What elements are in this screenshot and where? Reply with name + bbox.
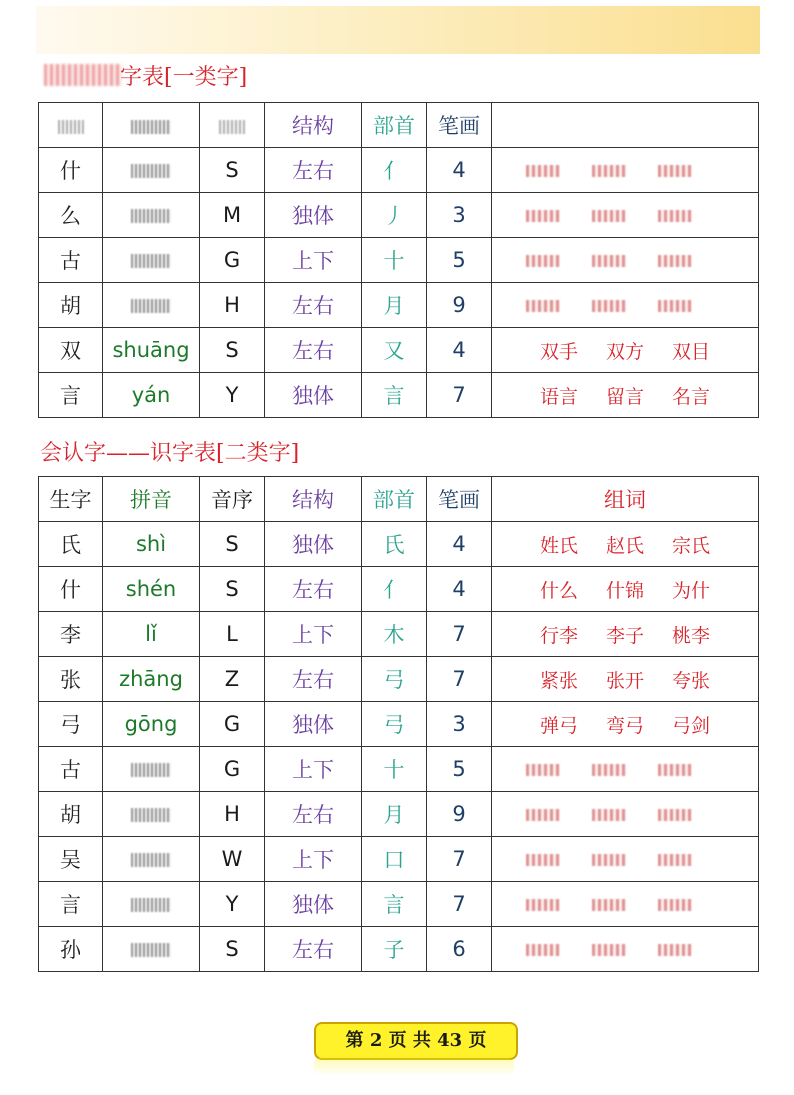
table-row bbox=[39, 927, 759, 972]
table-row bbox=[39, 792, 759, 837]
header-structure: 结构 bbox=[265, 103, 362, 148]
radical-cell: 丿 bbox=[362, 193, 427, 238]
char-cell: 张 bbox=[39, 657, 103, 702]
table-row bbox=[39, 837, 759, 882]
pinyin-cell: lǐ bbox=[103, 612, 200, 657]
blurred-word bbox=[592, 944, 626, 956]
word-item: 行李 bbox=[539, 624, 578, 647]
structure-cell: 左右 bbox=[265, 328, 362, 373]
order-cell: M bbox=[200, 193, 265, 238]
word-item: 弓剑 bbox=[671, 714, 710, 737]
pinyin-cell: gōng bbox=[103, 702, 200, 747]
blurred-word bbox=[658, 300, 692, 312]
char-cell: 李 bbox=[39, 612, 103, 657]
strokes-cell: 6 bbox=[427, 927, 492, 972]
word-item: 名言 bbox=[671, 385, 710, 408]
order-cell: S bbox=[200, 148, 265, 193]
blurred-word bbox=[526, 854, 560, 866]
structure-cell: 左右 bbox=[265, 148, 362, 193]
words-cell bbox=[492, 328, 759, 373]
table-row bbox=[39, 373, 759, 418]
strokes-cell: 5 bbox=[427, 747, 492, 792]
pinyin-cell bbox=[103, 747, 200, 792]
char-cell: 双 bbox=[39, 328, 103, 373]
strokes-cell: 7 bbox=[427, 612, 492, 657]
radical-cell: 木 bbox=[362, 612, 427, 657]
radical-cell: 亻 bbox=[362, 567, 427, 612]
word-item: 双方 bbox=[605, 340, 644, 363]
blurred-pinyin bbox=[131, 808, 171, 822]
order-cell: S bbox=[200, 927, 265, 972]
words-cell bbox=[492, 927, 759, 972]
structure-cell: 上下 bbox=[265, 747, 362, 792]
blurred-word bbox=[592, 854, 626, 866]
word-item: 留言 bbox=[605, 385, 644, 408]
header-words: 组词 bbox=[492, 477, 759, 522]
word-item: 姓氏 bbox=[539, 534, 578, 557]
blurred-pinyin bbox=[131, 943, 171, 957]
header-cell-blurred bbox=[103, 103, 200, 148]
structure-cell: 左右 bbox=[265, 283, 362, 328]
strokes-cell: 5 bbox=[427, 238, 492, 283]
words-cell bbox=[492, 283, 759, 328]
strokes-cell: 3 bbox=[427, 702, 492, 747]
blurred-pinyin bbox=[131, 763, 171, 777]
strokes-cell: 9 bbox=[427, 792, 492, 837]
word-item: 李子 bbox=[605, 624, 644, 647]
radical-cell: 亻 bbox=[362, 148, 427, 193]
header-cell-blurred bbox=[39, 103, 103, 148]
strokes-cell: 4 bbox=[427, 567, 492, 612]
strokes-cell: 4 bbox=[427, 148, 492, 193]
pinyin-cell bbox=[103, 882, 200, 927]
word-item: 赵氏 bbox=[605, 534, 644, 557]
structure-cell: 左右 bbox=[265, 657, 362, 702]
order-cell: G bbox=[200, 238, 265, 283]
character-table-1 bbox=[38, 102, 759, 418]
table-row bbox=[39, 148, 759, 193]
blurred-pinyin bbox=[131, 898, 171, 912]
char-cell: 吴 bbox=[39, 837, 103, 882]
word-item: 桃李 bbox=[671, 624, 710, 647]
table-row bbox=[39, 238, 759, 283]
pinyin-cell bbox=[103, 927, 200, 972]
strokes-cell: 4 bbox=[427, 522, 492, 567]
char-cell: 胡 bbox=[39, 283, 103, 328]
structure-cell: 独体 bbox=[265, 373, 362, 418]
blurred-word bbox=[526, 165, 560, 177]
blurred-title-prefix bbox=[44, 64, 122, 86]
blurred-word bbox=[658, 210, 692, 222]
words-cell bbox=[492, 148, 759, 193]
char-cell: 言 bbox=[39, 882, 103, 927]
header-pinyin: 拼音 bbox=[103, 477, 200, 522]
words-cell bbox=[492, 702, 759, 747]
blurred-word bbox=[592, 809, 626, 821]
word-item: 双目 bbox=[671, 340, 710, 363]
blurred-pinyin bbox=[131, 299, 171, 313]
blurred-word bbox=[592, 165, 626, 177]
table-row bbox=[39, 702, 759, 747]
order-cell: Y bbox=[200, 882, 265, 927]
order-cell: Y bbox=[200, 373, 265, 418]
char-cell: 胡 bbox=[39, 792, 103, 837]
structure-cell: 上下 bbox=[265, 612, 362, 657]
words-cell bbox=[492, 238, 759, 283]
header-strokes: 笔画 bbox=[427, 477, 492, 522]
order-cell: Z bbox=[200, 657, 265, 702]
word-item: 语言 bbox=[539, 385, 578, 408]
blurred-word bbox=[658, 854, 692, 866]
word-item: 宗氏 bbox=[671, 534, 710, 557]
word-item: 紧张 bbox=[539, 669, 578, 692]
blurred-word bbox=[592, 300, 626, 312]
blurred-word bbox=[526, 809, 560, 821]
table-row bbox=[39, 193, 759, 238]
section1-title: 字表[一类字] bbox=[120, 65, 248, 90]
blurred-pinyin bbox=[131, 853, 171, 867]
page-number-badge: 第 2 页 共 43 页 bbox=[314, 1022, 518, 1060]
radical-cell: 又 bbox=[362, 328, 427, 373]
radical-cell: 氏 bbox=[362, 522, 427, 567]
blurred-word bbox=[658, 899, 692, 911]
blurred-word bbox=[592, 255, 626, 267]
words-cell bbox=[492, 747, 759, 792]
order-cell: S bbox=[200, 567, 265, 612]
words-cell bbox=[492, 567, 759, 612]
order-cell: G bbox=[200, 702, 265, 747]
pinyin-cell: shuāng bbox=[103, 328, 200, 373]
pinyin-cell: zhāng bbox=[103, 657, 200, 702]
table-row bbox=[39, 522, 759, 567]
blurred-word bbox=[592, 899, 626, 911]
pinyin-cell bbox=[103, 238, 200, 283]
radical-cell: 言 bbox=[362, 882, 427, 927]
order-cell: H bbox=[200, 792, 265, 837]
words-cell bbox=[492, 792, 759, 837]
table-row bbox=[39, 567, 759, 612]
pinyin-cell bbox=[103, 792, 200, 837]
word-item: 弹弓 bbox=[539, 714, 578, 737]
word-item: 张开 bbox=[605, 669, 644, 692]
structure-cell: 独体 bbox=[265, 702, 362, 747]
structure-cell: 上下 bbox=[265, 238, 362, 283]
word-item: 夸张 bbox=[671, 669, 710, 692]
blurred-word bbox=[526, 210, 560, 222]
char-cell: 氏 bbox=[39, 522, 103, 567]
char-cell: 孙 bbox=[39, 927, 103, 972]
header-words-empty bbox=[492, 103, 759, 148]
pinyin-cell: yán bbox=[103, 373, 200, 418]
blurred-word bbox=[658, 944, 692, 956]
char-cell: 古 bbox=[39, 747, 103, 792]
words-cell bbox=[492, 612, 759, 657]
word-item: 双手 bbox=[539, 340, 578, 363]
table-row bbox=[39, 882, 759, 927]
blurred-word bbox=[526, 944, 560, 956]
header-radical: 部首 bbox=[362, 477, 427, 522]
header-char: 生字 bbox=[39, 477, 103, 522]
structure-cell: 独体 bbox=[265, 522, 362, 567]
words-cell bbox=[492, 193, 759, 238]
table-row bbox=[39, 328, 759, 373]
pinyin-cell bbox=[103, 837, 200, 882]
pinyin-cell bbox=[103, 283, 200, 328]
pinyin-cell: shén bbox=[103, 567, 200, 612]
char-cell: 么 bbox=[39, 193, 103, 238]
words-cell bbox=[492, 837, 759, 882]
header-banner bbox=[36, 6, 760, 54]
pinyin-cell bbox=[103, 148, 200, 193]
structure-cell: 左右 bbox=[265, 927, 362, 972]
table-row bbox=[39, 657, 759, 702]
radical-cell: 十 bbox=[362, 238, 427, 283]
radical-cell: 口 bbox=[362, 837, 427, 882]
words-cell bbox=[492, 522, 759, 567]
header-radical: 部首 bbox=[362, 103, 427, 148]
header-structure: 结构 bbox=[265, 477, 362, 522]
words-cell bbox=[492, 882, 759, 927]
structure-cell: 独体 bbox=[265, 882, 362, 927]
char-cell: 什 bbox=[39, 148, 103, 193]
structure-cell: 上下 bbox=[265, 837, 362, 882]
word-item: 什锦 bbox=[605, 579, 644, 602]
table-row bbox=[39, 747, 759, 792]
radical-cell: 月 bbox=[362, 792, 427, 837]
radical-cell: 弓 bbox=[362, 657, 427, 702]
table-row bbox=[39, 612, 759, 657]
structure-cell: 左右 bbox=[265, 792, 362, 837]
blurred-word bbox=[526, 899, 560, 911]
blurred-word bbox=[658, 809, 692, 821]
radical-cell: 月 bbox=[362, 283, 427, 328]
order-cell: L bbox=[200, 612, 265, 657]
strokes-cell: 7 bbox=[427, 882, 492, 927]
strokes-cell: 3 bbox=[427, 193, 492, 238]
strokes-cell: 7 bbox=[427, 837, 492, 882]
page-badge-reflection bbox=[314, 1058, 514, 1076]
header-cell-blurred bbox=[200, 103, 265, 148]
blurred-pinyin bbox=[131, 254, 171, 268]
words-cell bbox=[492, 373, 759, 418]
blurred-word bbox=[658, 764, 692, 776]
char-cell: 古 bbox=[39, 238, 103, 283]
structure-cell: 独体 bbox=[265, 193, 362, 238]
order-cell: S bbox=[200, 522, 265, 567]
blurred-word bbox=[592, 210, 626, 222]
blurred-word bbox=[658, 165, 692, 177]
strokes-cell: 7 bbox=[427, 657, 492, 702]
blurred-word bbox=[526, 255, 560, 267]
order-cell: G bbox=[200, 747, 265, 792]
blurred-pinyin bbox=[131, 209, 171, 223]
header-order: 音序 bbox=[200, 477, 265, 522]
char-cell: 什 bbox=[39, 567, 103, 612]
structure-cell: 左右 bbox=[265, 567, 362, 612]
strokes-cell: 9 bbox=[427, 283, 492, 328]
blurred-word bbox=[526, 764, 560, 776]
words-cell bbox=[492, 657, 759, 702]
order-cell: H bbox=[200, 283, 265, 328]
pinyin-cell bbox=[103, 193, 200, 238]
pinyin-cell: shì bbox=[103, 522, 200, 567]
strokes-cell: 4 bbox=[427, 328, 492, 373]
header-strokes: 笔画 bbox=[427, 103, 492, 148]
order-cell: W bbox=[200, 837, 265, 882]
word-item: 为什 bbox=[671, 579, 710, 602]
section2-title: 会认字——识字表[二类字] bbox=[40, 441, 300, 466]
word-item: 什么 bbox=[539, 579, 578, 602]
blurred-pinyin bbox=[131, 164, 171, 178]
word-item: 弯弓 bbox=[605, 714, 644, 737]
char-cell: 弓 bbox=[39, 702, 103, 747]
radical-cell: 弓 bbox=[362, 702, 427, 747]
char-cell: 言 bbox=[39, 373, 103, 418]
character-table-2 bbox=[38, 476, 759, 972]
order-cell: S bbox=[200, 328, 265, 373]
blurred-word bbox=[592, 764, 626, 776]
radical-cell: 子 bbox=[362, 927, 427, 972]
table-header-row bbox=[39, 477, 759, 522]
radical-cell: 十 bbox=[362, 747, 427, 792]
strokes-cell: 7 bbox=[427, 373, 492, 418]
table-row bbox=[39, 283, 759, 328]
radical-cell: 言 bbox=[362, 373, 427, 418]
table-header-row bbox=[39, 103, 759, 148]
blurred-word bbox=[526, 300, 560, 312]
blurred-word bbox=[658, 255, 692, 267]
